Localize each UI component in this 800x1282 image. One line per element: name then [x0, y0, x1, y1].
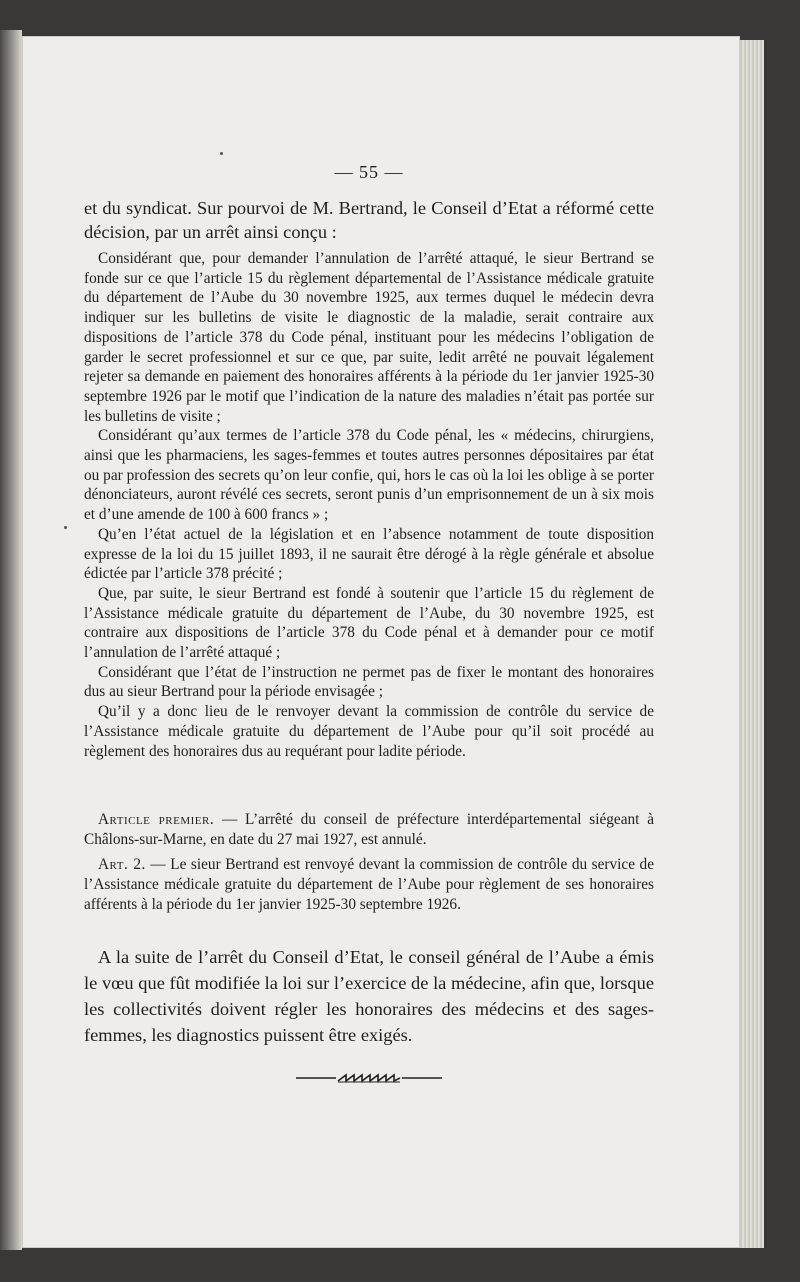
article-paragraph [84, 810, 654, 849]
ink-speck [220, 152, 223, 155]
intro-paragraph: et du syndicat. Sur pourvoi de M. Bertrand, le Conseil d’Etat a réformé cette décision, par un arrêt ainsi conçu : [84, 198, 654, 242]
decorative-wave-ornament-icon [296, 1070, 442, 1086]
considerants-block [84, 249, 654, 761]
conclusion-block [84, 944, 654, 1048]
article-text: — Le sieur Bertrand est renvoyé devant la commission de contrôle du service de l’Assistance médicale gratuite du département de l’Aube pour règlement de ses honoraires afférents à la période du 1er janvier 1925-30 septembre 1926. [84, 856, 654, 913]
page-edges [738, 40, 764, 1248]
book-page [22, 36, 740, 1248]
considerant-paragraph: Qu’en l’état actuel de la législation et en l’absence notamment de toute disposition expresse de la loi du 15 juillet 1893, il ne saurait être dérogé à la règle générale et absolue édictée par l’article 378 précité ; [84, 525, 654, 583]
article-text: — L’arrêté du conseil de préfecture interdépartemental siégeant à Châlons-sur-Marne, en date du 27 mai 1927, est annulé. [84, 811, 654, 848]
conclusion-paragraph: A la suite de l’arrêt du Conseil d’Etat, le conseil général de l’Aube a émis le vœu que fût modifiée la loi sur l’exercice de la médecine, afin que, lorsque les collectivités doivent régler les honoraires des médecins et des sages-femmes, les diagnostics puissent être exigés. [84, 947, 654, 1045]
article-label: Article premier. [98, 811, 215, 828]
considerant-paragraph: Qu’il y a donc lieu de le renvoyer devant la commission de contrôle du service de l’Assistance médicale gratuite du département de l’Aube pour qu’il soit procédé au règlement des honoraires dus au requérant pour ladite période. [84, 703, 654, 760]
considerant-paragraph: Considérant qu’aux termes de l’article 378 du Code pénal, les « médecins, chirurgiens, ainsi que les pharmaciens, les sages-femmes et toutes autres personnes dépositaires par état ou par profession des secrets qu’on leur confie, qui, hors le cas où la loi les oblige à se porter dénonciateurs, auront révélé ces secrets, seront punis d’un emprisonnement de un à six mois et d’une amende de 100 à 600 francs » ; [84, 427, 654, 524]
article-paragraph [84, 855, 654, 914]
considerant-paragraph: Considérant que l’état de l’instruction ne permet pas de fixer le montant des honoraires dus au sieur Bertrand pour la période envisagée ; [84, 663, 654, 701]
page-number: — 55 — [334, 162, 404, 182]
book-binding-edge [0, 30, 22, 1250]
ink-speck [64, 526, 67, 529]
considerant-paragraph: Considérant que, pour demander l’annulation de l’arrêté attaqué, le sieur Bertrand se fonde sur ce que l’article 15 du règlement départemental de l’Assistance médicale gratuite du département de l’Aube du 30 novembre 1925, aux termes duquel le médecin devra indiquer sur les bulletins de visite le diagnostic de la maladie, serait contraire aux dispositions de l’article 378 du Code pénal, instituant pour les médecins l’obligation de garder le secret professionnel et sur ce que, par suite, ledit arrêté ne pouvait légalement rejeter sa demande en paiement des honoraires afférents à la période du 1er janvier 1925-30 septembre 1926 par le motif que l’indication de la nature des maladies n’était pas portée sur les bulletins de visite ; [84, 250, 654, 425]
decision-block [84, 810, 654, 921]
article-label: Art. 2. [98, 856, 146, 874]
considerant-paragraph: Que, par suite, le sieur Bertrand est fondé à soutenir que l’article 15 du règlement de l’Assistance médicale gratuite du département de l’Aube, du 30 novembre 1925, est contraire aux dispositions de l’article 378 du Code pénal et à demander pour ce motif l’annulation de l’arrêté attaqué ; [84, 584, 654, 662]
